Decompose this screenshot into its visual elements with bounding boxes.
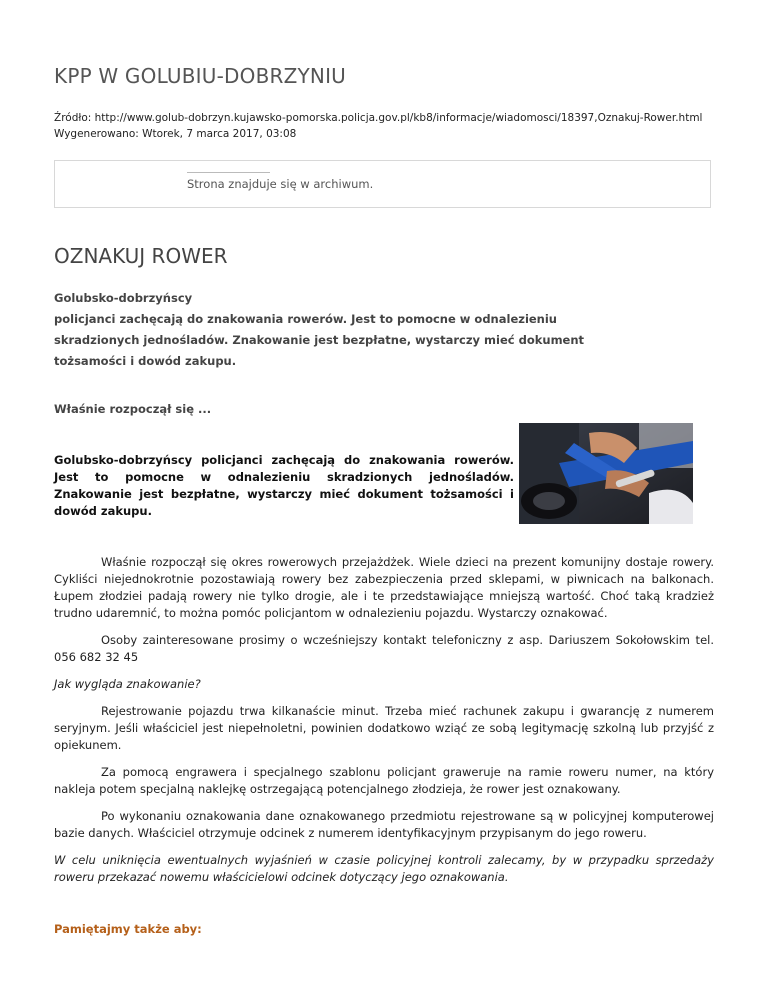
lead-line: Golubsko-dobrzyńscy [54,291,193,305]
body-paragraph: Za pomocą engrawera i specjalnego szablonu policjant graweruje na ramie roweru numer, na który nakleja potem specjalną naklejkę ostrzegającą potencjalnego złodzieja, że rower jest oznakowany. [54,765,714,796]
lead-line: tożsamości i dowód zakupu. [54,354,237,368]
article-title: OZNAKUJ ROWER [54,244,228,268]
summary-bold-paragraph [54,452,514,520]
archive-notice-text: Strona znajduje się w archiwum. [187,177,374,191]
lead-line: policjanci zachęcają do znakowania rowerów. Jest to pomocne w odnalezieniu [54,312,557,326]
generated-date-line: Wygenerowano: Wtorek, 7 marca 2017, 03:08 [54,128,297,140]
site-title: KPP W GOLUBIU-DOBRZYNIU [54,64,347,88]
photo-illustration [519,423,693,524]
archive-notice-box [54,160,711,208]
bicycle-engraving-photo [519,423,693,524]
archive-divider [187,172,270,173]
recommendation-paragraph: W celu uniknięcia ewentualnych wyjaśnień w czasie policyjnej kontroli zalecamy, by w przypadku sprzedaży roweru przekazać nowemu właścicielowi odcinek dotyczący jego oznakowania. [54,853,714,884]
intro-heading: Właśnie rozpoczął się ... [54,402,212,416]
article-lead [54,288,614,372]
subheading-how-marking-looks: Jak wygląda znakowanie? [54,677,201,691]
document-meta [54,110,702,142]
lead-line: skradzionych jednośladów. Znakowanie jest bezpłatne, wystarczy mieć dokument [54,333,585,347]
body-paragraph: Rejestrowanie pojazdu trwa kilkanaście minut. Trzeba mieć rachunek zakupu i gwarancję z numerem seryjnym. Jeśli właściciel jest niepełnoletni, powinien dodatkowo wziąć ze sobą legitymację szkolną lub przyjść z opiekunem. [54,704,714,752]
body-paragraph: Osoby zainteresowane prosimy o wcześniejszy kontakt telefoniczny z asp. Dariuszem Sokołowskim tel. 056 682 32 45 [54,633,714,664]
body-paragraph: Po wykonaniu oznakowania dane oznakowanego przedmiotu rejestrowane są w policyjnej komputerowej bazie danych. Właściciel otrzymuje odcinek z numerem identyfikacyjnym przypisanym do jego roweru. [54,809,714,840]
summary-text: Golubsko-dobrzyńscy policjanci zachęcają do znakowania rowerów. Jest to pomocne w odnalezieniu skradzionych jednośladów. Znakowanie jest bezpłatne, wystarczy mieć dokument tożsamości i dowód zakupu. [54,453,514,518]
remember-heading: Pamiętajmy także aby: [54,922,202,936]
body-paragraph: Właśnie rozpoczął się okres rowerowych przejażdżek. Wiele dzieci na prezent komunijny dostaje rowery. Cykliści niejednokrotnie pozostawiają rowery bez zabezpieczenia przed sklepami, w piwnicach na balkonach. Łupem złodziei padają rowery nie tylko drogie, ale i te przedstawiające mniejszą wartość. Choć taką kradzież trudno udaremnić, to można pomóc policjantom w odnalezieniu pojazdu. Wystarczy oznakować. [54,555,714,620]
source-url-line: Źródło: http://www.golub-dobrzyn.kujawsko-pomorska.policja.gov.pl/kb8/informacje/wiadomosci/18397,Oznakuj-Rower.html [54,112,703,124]
article-body [54,554,714,896]
